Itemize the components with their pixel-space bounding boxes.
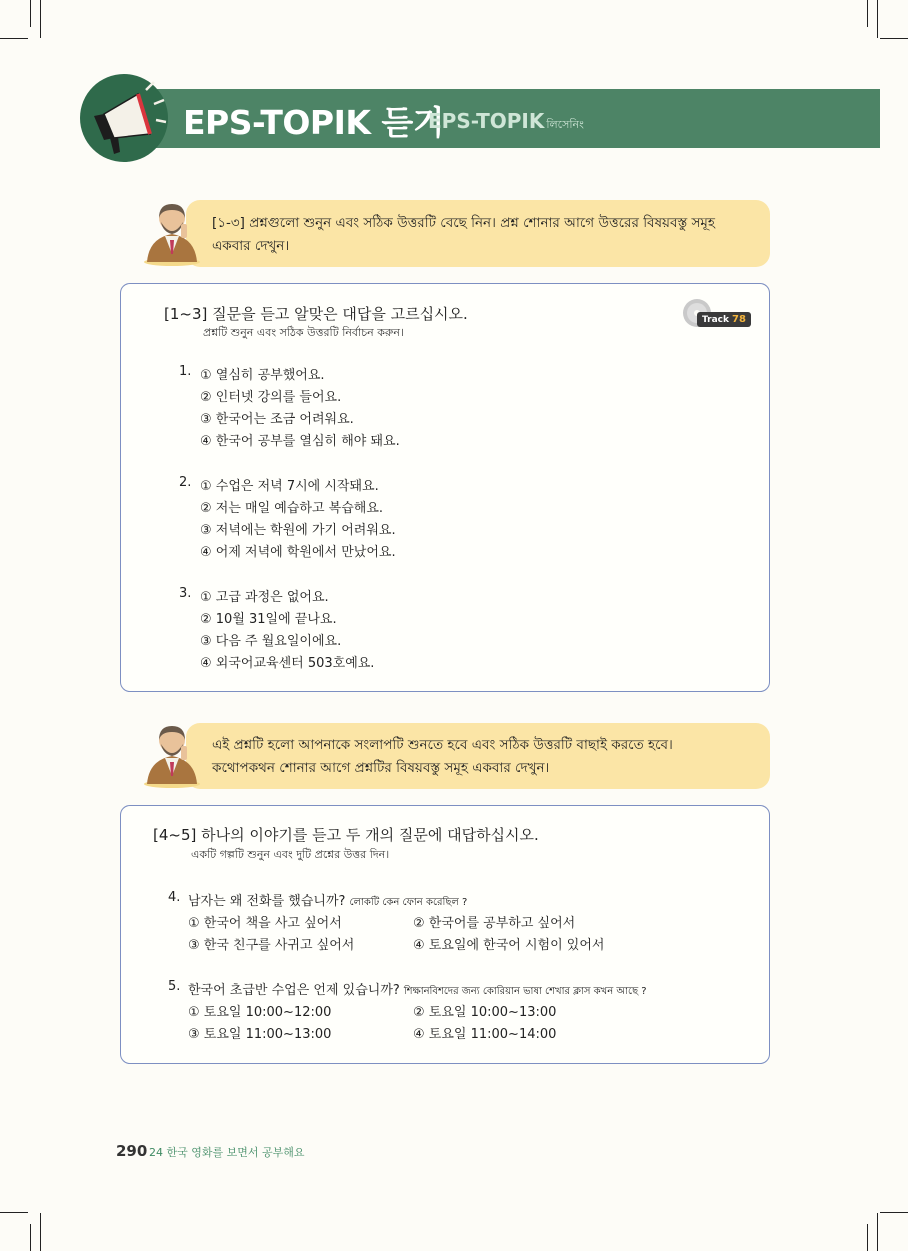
crop-mark: [877, 0, 878, 38]
crop-mark: [0, 38, 28, 39]
answer-option[interactable]: ① 고급 과정은 없어요.: [200, 590, 329, 605]
megaphone-icon: [84, 76, 170, 162]
question-number: 1.: [179, 364, 192, 379]
section-instruction: [1~3] 질문을 듣고 알맞은 대답을 고르십시오.: [164, 305, 468, 323]
crop-mark: [0, 1212, 28, 1213]
crop-mark: [30, 0, 31, 27]
question-number: 2.: [179, 475, 192, 490]
answer-option[interactable]: ① 토요일 10:00~12:00: [188, 1005, 332, 1020]
question-number: 4.: [168, 890, 181, 905]
answer-option[interactable]: ③ 토요일 11:00~13:00: [188, 1027, 332, 1042]
callout-line: একবার দেখুন।: [212, 238, 290, 254]
crop-mark: [30, 1224, 31, 1251]
crop-mark: [880, 1212, 908, 1213]
teacher-icon: [143, 718, 201, 788]
crop-mark: [867, 1224, 868, 1251]
callout-line: [১-৩] প্রশ্নগুলো শুনুন এবং সঠিক উত্তরটি বেছে নিন। প্রশ্ন শোনার আগে উত্তরের বিষয়বস্তু সমূহ: [212, 215, 715, 231]
answer-option[interactable]: ④ 토요일 11:00~14:00: [413, 1027, 557, 1042]
callout-line: এই প্রশ্নটি হলো আপনাকে সংলাপটি শুনতে হবে এবং সঠিক উত্তরটি বাছাই করতে হবে।: [212, 737, 673, 753]
answer-option[interactable]: ② 인터넷 강의를 들어요.: [200, 390, 342, 405]
chapter-title: 24 한국 영화를 보면서 공부해요: [149, 1146, 305, 1159]
answer-option[interactable]: ① 수업은 저녁 7시에 시작돼요.: [200, 479, 379, 494]
answer-option[interactable]: ③ 저녁에는 학원에 가기 어려워요.: [200, 523, 396, 538]
section-instruction-translation: প্রশ্নটি শুনুন এবং সঠিক উত্তরটি নির্বাচন করুন।: [203, 326, 404, 339]
question-text: 한국어 초급반 수업은 언제 있습니까? শিক্ষানবিশদের জন্য কোরিয়ান ভাষা শেখার ক্লাস কখন আছে ?: [188, 983, 647, 998]
answer-option[interactable]: ④ 외국어교육센터 503호예요.: [200, 656, 375, 671]
question-box-4-5: [120, 805, 770, 1064]
answer-option[interactable]: ② 저는 매일 예습하고 복습해요.: [200, 501, 384, 516]
instruction-callout: [186, 723, 770, 789]
answer-option[interactable]: ② 토요일 10:00~13:00: [413, 1005, 557, 1020]
crop-mark: [880, 38, 908, 39]
page-subtitle: EPS-TOPIK লিসেনিং: [428, 109, 584, 133]
answer-option[interactable]: ④ 토요일에 한국어 시험이 있어서: [413, 938, 605, 953]
answer-option[interactable]: ③ 한국 친구를 사귀고 싶어서: [188, 938, 355, 953]
crop-mark: [877, 1213, 878, 1251]
crop-mark: [40, 0, 41, 38]
track-badge: Track 78: [697, 312, 751, 327]
answer-option[interactable]: ③ 한국어는 조금 어려워요.: [200, 412, 354, 427]
answer-option[interactable]: ① 한국어 책을 사고 싶어서: [188, 916, 342, 931]
page-number: 290: [116, 1142, 148, 1160]
crop-mark: [40, 1213, 41, 1251]
question-number: 3.: [179, 586, 192, 601]
instruction-callout: [186, 200, 770, 267]
section-instruction-translation: একটি গল্পটি শুনুন এবং দুটি প্রশ্নের উত্তর দিন।: [191, 848, 390, 861]
answer-option[interactable]: ④ 한국어 공부를 열심히 해야 돼요.: [200, 434, 400, 449]
answer-option[interactable]: ② 10월 31일에 끝나요.: [200, 612, 337, 627]
question-text: 남자는 왜 전화를 했습니까? লোকটি কেন ফোন করেছিল ?: [188, 894, 468, 909]
crop-mark: [867, 0, 868, 27]
answer-option[interactable]: ③ 다음 주 월요일이에요.: [200, 634, 342, 649]
question-number: 5.: [168, 979, 181, 994]
teacher-icon: [143, 196, 201, 266]
answer-option[interactable]: ① 열심히 공부했어요.: [200, 368, 325, 383]
answer-option[interactable]: ② 한국어를 공부하고 싶어서: [413, 916, 576, 931]
page-title: EPS-TOPIK 듣기: [183, 103, 445, 142]
callout-line: কথোপকথন শোনার আগে প্রশ্নটির বিষয়বস্তু সমূহ একবার দেখুন।: [212, 760, 550, 776]
answer-option[interactable]: ④ 어제 저녁에 학원에서 만났어요.: [200, 545, 396, 560]
question-box-1-3: [120, 283, 770, 692]
section-instruction: [4~5] 하나의 이야기를 듣고 두 개의 질문에 대답하십시오.: [153, 826, 539, 844]
